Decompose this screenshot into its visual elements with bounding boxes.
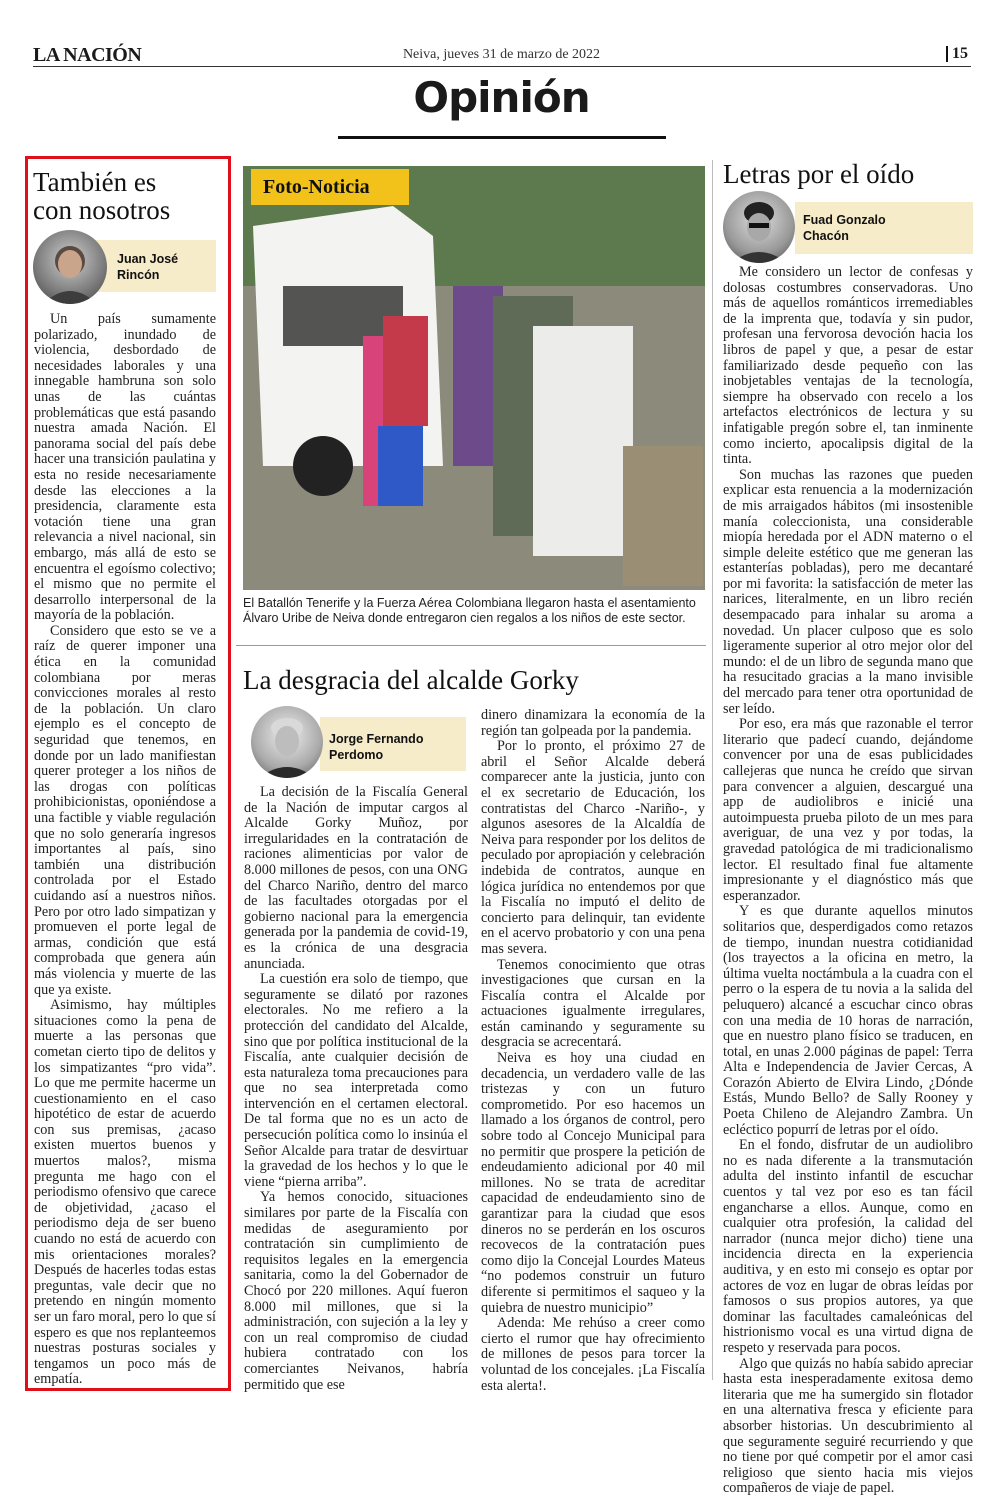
header-rule [33, 66, 971, 67]
author-name-line: Perdomo [329, 748, 384, 762]
middle-article-body-col2 [481, 708, 705, 1394]
portrait-icon [723, 191, 795, 263]
left-article-title [33, 168, 223, 224]
photo-news-tag: Foto-Noticia [251, 169, 409, 205]
right-article-body [723, 265, 973, 1497]
paragraph: Ya hemos conocido, situaciones similares por parte de la Fiscalía con medidas de aseguramiento por contratación sin cumplimiento de requisitos legales en la emergencia sanitaria, como la del Gobernador de Chocó por 220 millones. Aquí fueron 8.000 mil millones, que si la administración, con sujeción a la ley y con un real compromiso de ciudad hubiera contratado con los comerciantes Neivanos, habría permitido que ese [244, 1189, 468, 1393]
right-article-title: Letras por el oído [723, 159, 915, 189]
paragraph: Y es que durante aquellos minutos solitarios que, desperdigados como retazos de tiempo, inundan nuestra cotidianidad (los trayectos a la oficina en metro, la última vuelta noctámbula a la cuadra con el perro o la espera de tu novia a la salida del peluquero) alcancé a escuchar cinco obras con una media de 10 horas de narración, que en nuestro plano físico se traducen, en total, en unas 2.000 páginas de papel: Terra Alta e Independencia de Javier Cercas, A Corazón Abierto de Elvira Lindo, ¿Dónde Estás, Mundo Bello? de Sally Rooney y Poeta Chileno de Alejandro Zambra. Un ecléctico popurrí de letras por el oído. [723, 903, 973, 1138]
paragraph: Son muchas las razones que pueden explicar esta renuencia a la modernización de mis arraigados hábitos (mi insostenible manía coleccionista, una considerable miopía heredada por el ADN materno o el simple deleite estético que me generan las estanterías pobladas), pero me decantaré por mi favorita: la satisfacción de meter las narices, literalmente, en un libro recién desempacado para inhalar su aroma a novedad. Un placer culposo que es solo ligeramente superior al otro mejor olor del mundo: el de un libro de segunda mano que ha resucitado gracias a la mano invisible del mercado para tener otra oportunidad de ser leído. [723, 466, 973, 717]
right-author-name [803, 212, 963, 244]
author-name-line: Chacón [803, 229, 849, 243]
paragraph: Considero que esto se ve a raíz de querer imponer una ética en la comunidad colombiana por meras convicciones morales al resto de la población. Un claro ejemplo es el concepto de seguridad que tenemos, en donde por un lado manifiestan querer proteger a los niños de las drogas con políticas prohibicionistas, oponiéndose a una factible y viable regulación que no solo generaría ingresos importantes al país, sino también una distribución controlada por el Estado cuidando así a nuestros niños. Pero por otro lado simpatizan y promueven el porte legal de armas, condición que está comprobada que genera aún más violencia y muerte de las que ya existe. [34, 622, 216, 998]
paragraph: Algo que quizás no había sabido apreciar hasta esta inesperadamente exitosa demo literaria que me ha sumergido sin flotador en una alternativa fresca y eficiente para absorber historias. Un descubrimiento al que seguramente seguiré recurriendo y que no tiene por qué competir por el amor casi religioso que siento hacia mis viejos compañeros de viaje de papel. [723, 1355, 974, 1497]
portrait-icon [251, 706, 323, 778]
author-name-line: Rincón [117, 268, 160, 282]
author-avatar [33, 230, 107, 304]
left-title-line: con nosotros [33, 195, 171, 225]
left-article-body [34, 312, 216, 1388]
author-name-line: Juan José [117, 252, 179, 266]
paragraph: Me considero un lector de confesas y dolosas costumbres conservadoras. Uno más de aquellos románticos irremediables de la imprenta que, todavía y sin pudor, profesan una fervorosa devoción hacia los libros de papel y que, a pesar de estar familiarizado desde pequeño con las inobjetables ventajas de la tecnología, siempre ha observado con recelo a los artefactos electrónicos de lectura y su infatigable pregón sobre el, tan inminente como incierto, apocalipsis digital de la tinta. [723, 264, 973, 468]
dateline: Neiva, jueves 31 de marzo de 2022 [402, 47, 601, 62]
portrait-icon [33, 230, 107, 304]
paragraph: La decisión de la Fiscalía General de la Nación de imputar cargos al Alcalde Gorky Muñoz, por irregularidades en la contratación de raciones alimenticias por valor de 8.000 millones de pesos, con una ONG del Charco Nariño, dentro del marco de las facultades otorgadas por el gobierno nacional para la emergencia generada por la pandemia de covid-19, es la crónica de una desgracia anunciada. [244, 784, 468, 972]
news-photo [243, 166, 705, 590]
middle-article-title: La desgracia del alcalde Gorky [243, 665, 579, 695]
paragraph: En el fondo, disfrutar de un audiolibro no es nada diferente a la transmutación adulta del instinto infantil de escuchar cuentos y tal vez por eso es tan fácil engancharse a ellos. Aunque, como en cualquier otra profesión, la calidad del narrador (nunca mejor dicho) tiene una incidencia directa en la experiencia auditiva, y en esto mi consejo es optar por actores de voz en lugar de obras leídas por famosos o sus propios autores, ya que dominar las facultades camaleónicas del histrionismo vocal es una virtud digna de respeto y reservada para pocos. [723, 1137, 973, 1356]
author-avatar [723, 191, 795, 263]
page-number: 15 [946, 46, 968, 62]
photo-caption: El Batallón Tenerife y la Fuerza Aérea Colombiana llegaron hasta el asentamiento Álvaro Uribe de Neiva donde entregaron cien regalos a los niños de este sector. [243, 596, 696, 625]
middle-article-body-col1 [244, 785, 468, 1393]
paragraph: Neiva es hoy una ciudad en decadencia, un verdadero valle de las tristezas y con un futuro comprometido. Por eso hacemos un llamado a los órganos de control, pero sobre todo al Concejo Municipal para no permitir que prospere la petición de endeudamiento adicional por 40 mil millones. No se trata de acreditar capacidad de endeudamiento sino de garantizar para la ciudad que esos dineros no se perderán en los oscuros recovecos de la contratación pues como dijo la Concejal Lourdes Mateus “no podemos construir un futuro diferente si permitimos el saqueo y la quiebra de nuestro municipio” [481, 1050, 705, 1316]
newspaper-logo: LA NACIÓN [33, 44, 142, 66]
author-name-line: Fuad Gonzalo [803, 213, 886, 227]
paragraph: Adenda: Me rehúso a creer como cierto el rumor que hay ofrecimiento de millones de pesos para torcer la voluntad de los concejales. ¡La Fiscalía esta alerta!. [481, 1315, 705, 1394]
author-avatar [251, 706, 323, 778]
paragraph: La cuestión era solo de tiempo, que seguramente se dilató por razones electorales. No me refiero a la protección del candidato del Alcalde, sino que por política institucional de la Fiscalía, ante cualquier decisión de esta naturaleza toma precauciones para que no sea interpretada como intervención en el certamen electoral. De tal forma que no es un acto de persecución política como lo insinúa el Señor Alcalde para tratar de desvirtuar la gravedad de los hechos y lo que le viene “pierna arriba”. [244, 971, 468, 1190]
paragraph: Por lo pronto, el próximo 27 de abril el Señor Alcalde deberá comparecer ante la justicia, junto con el ex secretario de Educación, los contratistas del Charco -Nariño-, y algunos asesores de la Alcaldía de Neiva para responder por los delitos de peculado por apropiación y celebración indebida de contratos, aunque en lógica jurídica no entendemos por que la Fiscalía no imputó el delito de concierto para delinquir, tan evidente en el acervo probatorio y con una pena mas severa. [481, 738, 705, 957]
left-title-line: También es [33, 167, 157, 197]
paragraph: Tenemos conocimiento que otras investigaciones que cursan en la Fiscalía contra el Alcalde por actuaciones igualmente irregulares, están caminando y seguramente su desgracia se acrecentará. [481, 956, 705, 1051]
paragraph: dinero dinamizara la economía de la región tan golpeada por la pandemia. [481, 707, 705, 739]
column-divider [712, 160, 713, 1380]
section-underline [338, 136, 666, 139]
paragraph: Por eso, era más que razonable el terror literario que padecí cuando, dejándome convencer por una de esas publicidades callejeras que nunca he creído que sirvan para convencer a alguien, descargué una app de audiolibros e inicié una autoimpuesta prueba piloto de un mes para averiguar, de una vez y por todas, la gravedad patológica de mi tradicionalismo lector. El resultado final fue altamente impresionante y el diagnóstico más que esperanzador. [723, 716, 973, 904]
paragraph: Asimismo, hay múltiples situaciones como la pena de muerte a las personas que cometan cierto tipo de delitos y los simpatizantes “pro vida”. Lo que me permite hacerme un cuestionamiento en el caso hipotético de estar de acuerdo con sus premisas, ¿acaso existen muertos buenos y muertos malos?, misma pregunta me hago con el periodismo ofensivo que carece de objetividad, ¿acaso el periodismo deja de ser bueno cuando no está de acuerdo con mis orientaciones morales? Después de hacerles todas estas preguntas, vale decir que no pretendo en ningún momento ser un faro moral, pero lo que sí espero es que nos replanteemos nuestras posturas sociales y tengamos un poco más de empatía. [34, 997, 216, 1388]
paragraph: Un país sumamente polarizado, inundado de violencia, desbordado de necesidades laborales y una innegable hambruna son solo unas de las cuántas problemáticas que está pasando nuestra amada Nación. El panorama social del país debe hacer una transición paulatina y esta no reside necesariamente desde las elecciones a la presidencia, claramente esta votación tiene una gran relevancia a nivel nacional, sin embargo, más allá de esto se encuentra el egoísmo colectivo; el mismo que no permite el desarrollo interpersonal de la mayoría de la población. [34, 311, 216, 624]
left-author-name [117, 251, 212, 283]
author-name-line: Jorge Fernando [329, 732, 424, 746]
photo-scene [243, 166, 705, 590]
section-divider [236, 645, 706, 646]
section-title: Opinión [413, 73, 590, 122]
middle-author-name [329, 731, 459, 763]
